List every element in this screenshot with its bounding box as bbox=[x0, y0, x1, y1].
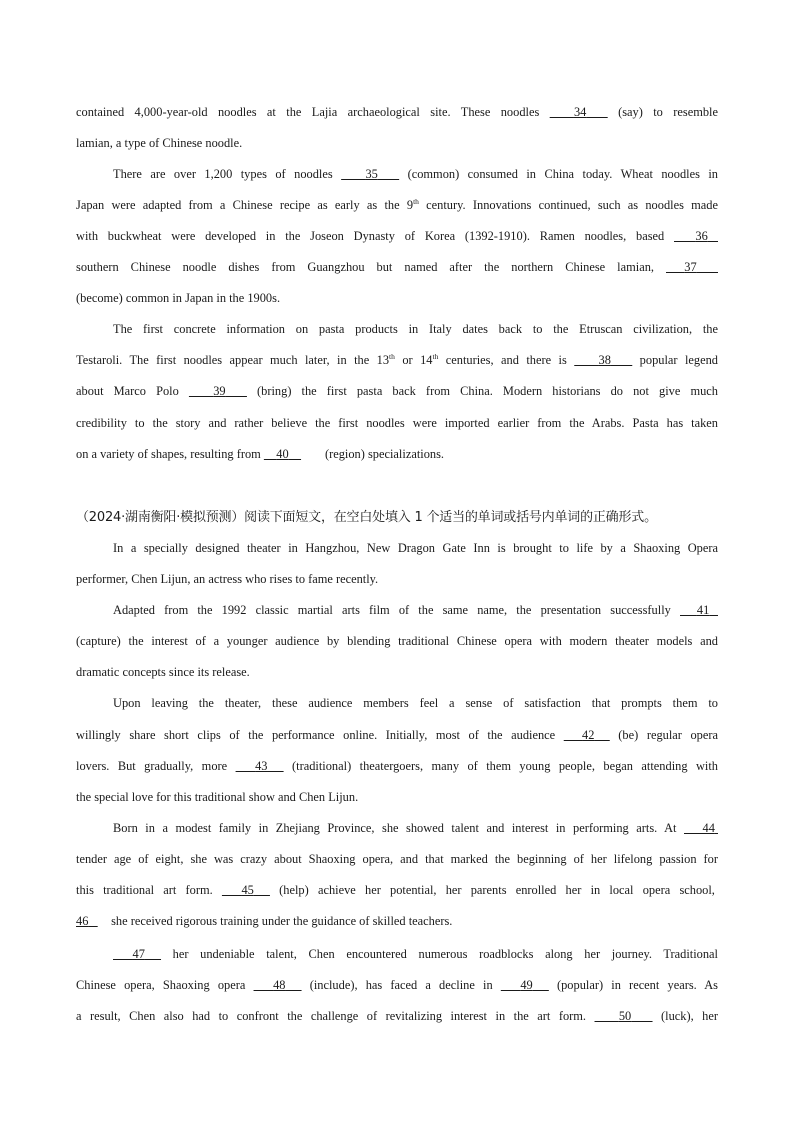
blank-36 bbox=[674, 226, 718, 246]
p7-line-3 bbox=[76, 880, 718, 900]
blank-number: 38 bbox=[598, 353, 611, 367]
text: centuries, and there is bbox=[438, 353, 575, 367]
text: popular legend bbox=[632, 353, 718, 367]
text: (region) specializations. bbox=[321, 447, 445, 461]
p1-line-2: lamian, a type of Chinese noodle. bbox=[76, 136, 243, 150]
blank-number: 39 bbox=[213, 384, 226, 398]
p6-line-4: the special love for this traditional show and Chen Lijun. bbox=[76, 790, 359, 804]
blank-48 bbox=[254, 975, 302, 995]
text: Japan were adapted from a Chinese recipe as early as the 9 bbox=[76, 198, 414, 212]
text: (help) achieve her potential, her parents enrolled her in local opera school, bbox=[269, 883, 718, 897]
text: (say) to resemble bbox=[607, 105, 718, 119]
p3-line-3 bbox=[76, 381, 718, 401]
p5-line-3: dramatic concepts since its release. bbox=[76, 665, 250, 679]
p5-line-2: (capture) the interest of a younger audience by blending traditional Chinese opera with modern theater models and bbox=[76, 634, 718, 648]
text: or 14 bbox=[394, 353, 433, 367]
blank-number: 45 bbox=[241, 883, 254, 897]
text: Testaroli. The first noodles appear much later, in the 13 bbox=[76, 353, 390, 367]
blank-number: 49 bbox=[520, 978, 533, 992]
blank-50 bbox=[595, 1006, 653, 1026]
blank-35 bbox=[341, 164, 399, 184]
blank-39 bbox=[189, 381, 247, 401]
blank-42 bbox=[564, 725, 610, 745]
p7-line-4 bbox=[76, 911, 718, 931]
text: (traditional) theatergoers, many of them young people, began attending with bbox=[283, 759, 718, 773]
blank-43 bbox=[236, 756, 284, 776]
p7-line-1 bbox=[113, 818, 718, 838]
p4-line-1: In a specially designed theater in Hangzhou, New Dragon Gate Inn is brought to life by a Shaoxing Opera bbox=[113, 541, 718, 555]
blank-38 bbox=[574, 350, 632, 370]
p2-line-4 bbox=[76, 257, 718, 277]
blank-number: 36 bbox=[695, 229, 708, 243]
blank-number: 34 bbox=[573, 105, 587, 119]
blank-number: 46 bbox=[76, 914, 89, 928]
text: with buckwheat were developed in the Joseon Dynasty of Korea (1392-1910). Ramen noodles, based bbox=[76, 229, 674, 243]
text: this traditional art form. bbox=[76, 883, 222, 897]
superscript: th bbox=[413, 197, 419, 206]
p8-line-2 bbox=[76, 975, 718, 995]
blank-number: 37 bbox=[684, 260, 697, 274]
p2-line-5: (become) common in Japan in the 1900s. bbox=[76, 291, 281, 305]
p8-line-3 bbox=[76, 1006, 718, 1026]
p2-line-2 bbox=[76, 195, 718, 215]
superscript: th bbox=[389, 352, 395, 361]
text: contained 4,000-year-old noodles at the Lajia archaeological site. These noodles bbox=[76, 105, 550, 119]
blank-number: 44 bbox=[702, 821, 715, 835]
p2-line-3 bbox=[76, 226, 718, 246]
p2-line-1 bbox=[113, 164, 718, 184]
blank-number: 35 bbox=[365, 167, 378, 181]
blank-number: 50 bbox=[618, 1009, 632, 1023]
blank-47 bbox=[113, 944, 161, 964]
p3-line-5 bbox=[76, 444, 718, 464]
blank-number: 41 bbox=[696, 603, 710, 617]
section-heading: （2024·湖南衡阳·模拟预测）阅读下面短文，在空白处填入 1 个适当的单词或括号内单词的正确形式。 bbox=[76, 510, 657, 525]
p7-line-2: tender age of eight, she was crazy about Shaoxing opera, and that marked the beginning of her lifelong passion for bbox=[76, 852, 718, 866]
text: Chinese opera, Shaoxing opera bbox=[76, 978, 254, 992]
text: on a variety of shapes, resulting from bbox=[76, 447, 264, 461]
superscript: th bbox=[432, 352, 439, 361]
blank-41 bbox=[680, 600, 718, 620]
text: lovers. But gradually, more bbox=[76, 759, 236, 773]
text: about Marco Polo bbox=[76, 384, 189, 398]
text: Born in a modest family in Zhejiang Province, she showed talent and interest in performing arts. At bbox=[113, 821, 684, 835]
blank-number: 42 bbox=[582, 728, 595, 742]
p3-line-2 bbox=[76, 350, 718, 370]
p6-line-2 bbox=[76, 725, 718, 745]
text: (popular) in recent years. As bbox=[548, 978, 718, 992]
text: Adapted from the 1992 classic martial arts film of the same name, the presentation successfully bbox=[113, 603, 680, 617]
text: (include), has faced a decline in bbox=[301, 978, 501, 992]
p3-line-1: The first concrete information on pasta products in Italy dates back to the Etruscan civilization, the bbox=[113, 322, 718, 336]
blank-45 bbox=[222, 880, 270, 900]
blank-37 bbox=[666, 257, 718, 277]
text: (common) consumed in China today. Wheat noodles in bbox=[399, 167, 718, 181]
text: her undeniable talent, Chen encountered numerous roadblocks along her journey. Traditional bbox=[161, 947, 718, 961]
text: she received rigorous training under the guidance of skilled teachers. bbox=[108, 914, 453, 928]
p3-line-4: credibility to the story and rather believe the first noodles were imported earlier from the Arabs. Pasta has taken bbox=[76, 416, 718, 430]
text: willingly share short clips of the performance online. Initially, most of the audience bbox=[76, 728, 564, 742]
blank-49 bbox=[501, 975, 549, 995]
p6-line-3 bbox=[76, 756, 718, 776]
p1-line-1 bbox=[76, 102, 718, 122]
text: (be) regular opera bbox=[609, 728, 718, 742]
text: century. Innovations continued, such as noodles made bbox=[418, 198, 718, 212]
p6-line-1: Upon leaving the theater, these audience members feel a sense of satisfaction that prompts them to bbox=[113, 696, 718, 710]
blank-40 bbox=[264, 444, 322, 464]
blank-number: 40 bbox=[276, 447, 289, 461]
blank-44 bbox=[684, 818, 718, 838]
blank-46 bbox=[76, 911, 108, 931]
p5-line-1 bbox=[113, 600, 718, 620]
p4-line-2: performer, Chen Lijun, an actress who rises to fame recently. bbox=[76, 572, 379, 586]
blank-number: 43 bbox=[255, 759, 268, 773]
text: There are over 1,200 types of noodles bbox=[113, 167, 342, 181]
blank-number: 48 bbox=[273, 978, 286, 992]
blank-number: 47 bbox=[132, 947, 145, 961]
text: (bring) the first pasta back from China. Modern historians do not give much bbox=[246, 384, 718, 398]
text: southern Chinese noodle dishes from Guangzhou but named after the northern Chinese lamian, bbox=[76, 260, 666, 274]
p8-line-1 bbox=[113, 944, 718, 964]
blank-34 bbox=[550, 102, 608, 122]
text: (luck), her bbox=[652, 1009, 718, 1023]
text: a result, Chen also had to confront the challenge of revitalizing interest in the art form. bbox=[76, 1009, 595, 1023]
